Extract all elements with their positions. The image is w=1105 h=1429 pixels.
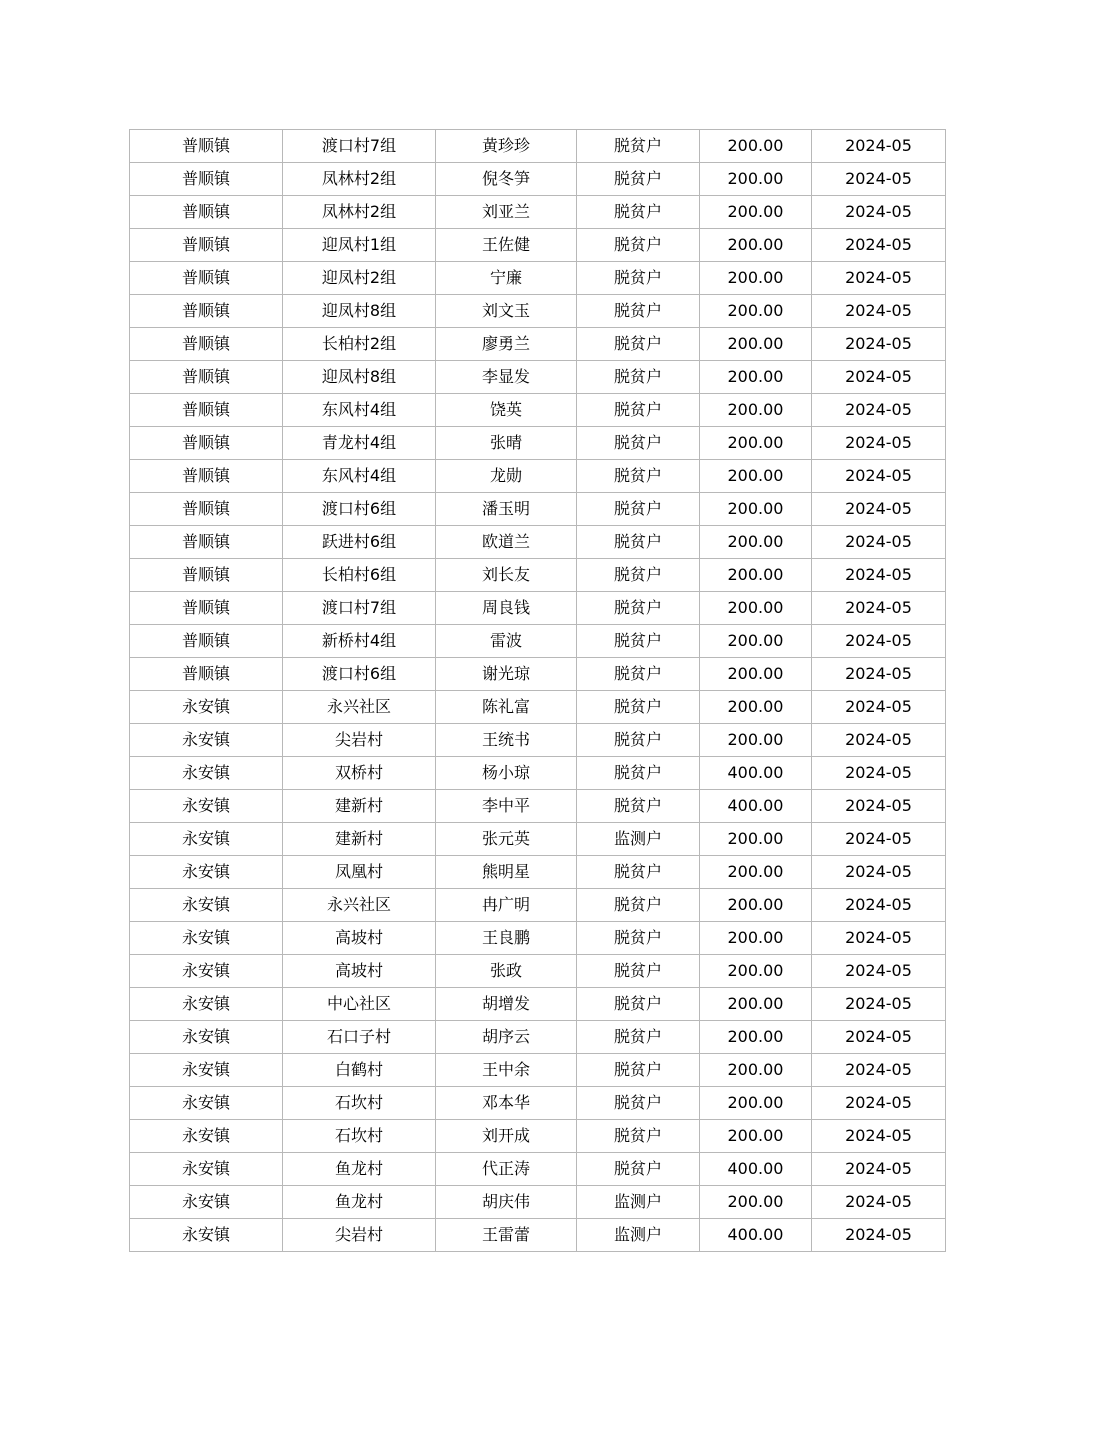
period-cell: 2024-05 — [812, 262, 946, 295]
town-cell: 永安镇 — [130, 790, 283, 823]
amount-cell: 200.00 — [700, 592, 812, 625]
period-cell: 2024-05 — [812, 295, 946, 328]
name-cell: 谢光琼 — [436, 658, 577, 691]
village-cell: 迎凤村2组 — [283, 262, 436, 295]
village-cell: 永兴社区 — [283, 889, 436, 922]
town-cell: 永安镇 — [130, 1219, 283, 1252]
name-cell: 张政 — [436, 955, 577, 988]
town-cell: 永安镇 — [130, 955, 283, 988]
village-cell: 新桥村4组 — [283, 625, 436, 658]
amount-cell: 400.00 — [700, 1219, 812, 1252]
period-cell: 2024-05 — [812, 988, 946, 1021]
town-cell: 普顺镇 — [130, 361, 283, 394]
name-cell: 邓本华 — [436, 1087, 577, 1120]
amount-cell: 200.00 — [700, 1120, 812, 1153]
village-cell: 高坡村 — [283, 922, 436, 955]
village-cell: 东风村4组 — [283, 460, 436, 493]
household-type-cell: 脱贫户 — [577, 592, 700, 625]
village-cell: 石口子村 — [283, 1021, 436, 1054]
period-cell: 2024-05 — [812, 163, 946, 196]
village-cell: 尖岩村 — [283, 1219, 436, 1252]
name-cell: 宁廉 — [436, 262, 577, 295]
period-cell: 2024-05 — [812, 130, 946, 163]
village-cell: 东风村4组 — [283, 394, 436, 427]
village-cell: 鱼龙村 — [283, 1153, 436, 1186]
table-row — [130, 394, 946, 427]
period-cell: 2024-05 — [812, 229, 946, 262]
household-type-cell: 脱贫户 — [577, 361, 700, 394]
amount-cell: 200.00 — [700, 1087, 812, 1120]
period-cell: 2024-05 — [812, 790, 946, 823]
town-cell: 普顺镇 — [130, 229, 283, 262]
town-cell: 普顺镇 — [130, 262, 283, 295]
amount-cell: 200.00 — [700, 559, 812, 592]
village-cell: 迎凤村8组 — [283, 361, 436, 394]
village-cell: 鱼龙村 — [283, 1186, 436, 1219]
amount-cell: 200.00 — [700, 823, 812, 856]
household-type-cell: 脱贫户 — [577, 757, 700, 790]
table-row — [130, 724, 946, 757]
town-cell: 普顺镇 — [130, 196, 283, 229]
town-cell: 普顺镇 — [130, 328, 283, 361]
village-cell: 中心社区 — [283, 988, 436, 1021]
amount-cell: 200.00 — [700, 229, 812, 262]
town-cell: 永安镇 — [130, 889, 283, 922]
period-cell: 2024-05 — [812, 823, 946, 856]
household-type-cell: 脱贫户 — [577, 130, 700, 163]
table-row — [130, 691, 946, 724]
household-type-cell: 脱贫户 — [577, 724, 700, 757]
village-cell: 长柏村6组 — [283, 559, 436, 592]
name-cell: 胡庆伟 — [436, 1186, 577, 1219]
period-cell: 2024-05 — [812, 856, 946, 889]
amount-cell: 200.00 — [700, 163, 812, 196]
table-row — [130, 559, 946, 592]
name-cell: 冉广明 — [436, 889, 577, 922]
town-cell: 普顺镇 — [130, 493, 283, 526]
town-cell: 永安镇 — [130, 1021, 283, 1054]
name-cell: 陈礼富 — [436, 691, 577, 724]
village-cell: 迎凤村1组 — [283, 229, 436, 262]
village-cell: 长柏村2组 — [283, 328, 436, 361]
table-row — [130, 262, 946, 295]
village-cell: 渡口村6组 — [283, 493, 436, 526]
village-cell: 渡口村7组 — [283, 592, 436, 625]
village-cell: 尖岩村 — [283, 724, 436, 757]
household-type-cell: 脱贫户 — [577, 1120, 700, 1153]
name-cell: 王佐健 — [436, 229, 577, 262]
amount-cell: 200.00 — [700, 130, 812, 163]
name-cell: 雷波 — [436, 625, 577, 658]
town-cell: 普顺镇 — [130, 394, 283, 427]
name-cell: 黄珍珍 — [436, 130, 577, 163]
amount-cell: 200.00 — [700, 955, 812, 988]
table-row — [130, 1153, 946, 1186]
household-type-cell: 脱贫户 — [577, 526, 700, 559]
amount-cell: 200.00 — [700, 361, 812, 394]
village-cell: 白鹤村 — [283, 1054, 436, 1087]
table-row — [130, 196, 946, 229]
name-cell: 李显发 — [436, 361, 577, 394]
amount-cell: 200.00 — [700, 427, 812, 460]
household-type-cell: 脱贫户 — [577, 328, 700, 361]
amount-cell: 200.00 — [700, 1054, 812, 1087]
village-cell: 双桥村 — [283, 757, 436, 790]
town-cell: 普顺镇 — [130, 427, 283, 460]
name-cell: 张晴 — [436, 427, 577, 460]
amount-cell: 200.00 — [700, 262, 812, 295]
table-row — [130, 361, 946, 394]
amount-cell: 200.00 — [700, 394, 812, 427]
period-cell: 2024-05 — [812, 196, 946, 229]
amount-cell: 400.00 — [700, 790, 812, 823]
amount-cell: 200.00 — [700, 922, 812, 955]
town-cell: 普顺镇 — [130, 163, 283, 196]
amount-cell: 200.00 — [700, 1021, 812, 1054]
town-cell: 永安镇 — [130, 1087, 283, 1120]
name-cell: 王雷蕾 — [436, 1219, 577, 1252]
table-row — [130, 163, 946, 196]
name-cell: 熊明星 — [436, 856, 577, 889]
name-cell: 龙勋 — [436, 460, 577, 493]
name-cell: 刘文玉 — [436, 295, 577, 328]
amount-cell: 200.00 — [700, 724, 812, 757]
period-cell: 2024-05 — [812, 1054, 946, 1087]
town-cell: 普顺镇 — [130, 460, 283, 493]
period-cell: 2024-05 — [812, 691, 946, 724]
period-cell: 2024-05 — [812, 658, 946, 691]
amount-cell: 200.00 — [700, 460, 812, 493]
period-cell: 2024-05 — [812, 724, 946, 757]
name-cell: 刘长友 — [436, 559, 577, 592]
name-cell: 倪冬笋 — [436, 163, 577, 196]
village-cell: 建新村 — [283, 823, 436, 856]
table-row — [130, 592, 946, 625]
household-type-cell: 脱贫户 — [577, 427, 700, 460]
period-cell: 2024-05 — [812, 757, 946, 790]
amount-cell: 200.00 — [700, 493, 812, 526]
table-row — [130, 625, 946, 658]
amount-cell: 200.00 — [700, 691, 812, 724]
town-cell: 永安镇 — [130, 823, 283, 856]
period-cell: 2024-05 — [812, 1186, 946, 1219]
table-row — [130, 922, 946, 955]
period-cell: 2024-05 — [812, 922, 946, 955]
name-cell: 胡序云 — [436, 1021, 577, 1054]
town-cell: 普顺镇 — [130, 130, 283, 163]
town-cell: 永安镇 — [130, 1186, 283, 1219]
table-row — [130, 1021, 946, 1054]
village-cell: 青龙村4组 — [283, 427, 436, 460]
household-type-cell: 监测户 — [577, 1219, 700, 1252]
town-cell: 永安镇 — [130, 922, 283, 955]
name-cell: 周良钱 — [436, 592, 577, 625]
table-row — [130, 823, 946, 856]
table-row — [130, 1186, 946, 1219]
period-cell: 2024-05 — [812, 361, 946, 394]
town-cell: 普顺镇 — [130, 592, 283, 625]
table-row — [130, 658, 946, 691]
amount-cell: 200.00 — [700, 526, 812, 559]
period-cell: 2024-05 — [812, 1219, 946, 1252]
household-type-cell: 脱贫户 — [577, 229, 700, 262]
name-cell: 王统书 — [436, 724, 577, 757]
name-cell: 刘亚兰 — [436, 196, 577, 229]
household-type-cell: 监测户 — [577, 823, 700, 856]
household-type-cell: 脱贫户 — [577, 196, 700, 229]
town-cell: 永安镇 — [130, 988, 283, 1021]
household-type-cell: 脱贫户 — [577, 1021, 700, 1054]
household-type-cell: 脱贫户 — [577, 1087, 700, 1120]
name-cell: 饶英 — [436, 394, 577, 427]
town-cell: 普顺镇 — [130, 526, 283, 559]
household-type-cell: 脱贫户 — [577, 988, 700, 1021]
amount-cell: 200.00 — [700, 856, 812, 889]
household-type-cell: 脱贫户 — [577, 658, 700, 691]
period-cell: 2024-05 — [812, 955, 946, 988]
household-type-cell: 脱贫户 — [577, 955, 700, 988]
period-cell: 2024-05 — [812, 394, 946, 427]
table-row — [130, 493, 946, 526]
name-cell: 李中平 — [436, 790, 577, 823]
period-cell: 2024-05 — [812, 1153, 946, 1186]
village-cell: 石坎村 — [283, 1120, 436, 1153]
name-cell: 刘开成 — [436, 1120, 577, 1153]
table-row — [130, 1087, 946, 1120]
village-cell: 凤林村2组 — [283, 196, 436, 229]
name-cell: 欧道兰 — [436, 526, 577, 559]
town-cell: 普顺镇 — [130, 658, 283, 691]
household-type-cell: 脱贫户 — [577, 922, 700, 955]
table-row — [130, 328, 946, 361]
name-cell: 王中余 — [436, 1054, 577, 1087]
amount-cell: 200.00 — [700, 658, 812, 691]
table-row — [130, 229, 946, 262]
village-cell: 迎凤村8组 — [283, 295, 436, 328]
table-row — [130, 295, 946, 328]
town-cell: 永安镇 — [130, 757, 283, 790]
amount-cell: 400.00 — [700, 1153, 812, 1186]
town-cell: 普顺镇 — [130, 559, 283, 592]
period-cell: 2024-05 — [812, 526, 946, 559]
subsidy-table — [129, 129, 946, 1252]
table-row — [130, 427, 946, 460]
village-cell: 高坡村 — [283, 955, 436, 988]
table-row — [130, 1054, 946, 1087]
amount-cell: 400.00 — [700, 757, 812, 790]
table-row — [130, 988, 946, 1021]
period-cell: 2024-05 — [812, 889, 946, 922]
household-type-cell: 脱贫户 — [577, 889, 700, 922]
name-cell: 张元英 — [436, 823, 577, 856]
village-cell: 渡口村7组 — [283, 130, 436, 163]
period-cell: 2024-05 — [812, 1087, 946, 1120]
household-type-cell: 脱贫户 — [577, 262, 700, 295]
table-row — [130, 856, 946, 889]
household-type-cell: 脱贫户 — [577, 1153, 700, 1186]
table-row — [130, 889, 946, 922]
amount-cell: 200.00 — [700, 295, 812, 328]
household-type-cell: 脱贫户 — [577, 460, 700, 493]
table-row — [130, 526, 946, 559]
household-type-cell: 脱贫户 — [577, 295, 700, 328]
village-cell: 永兴社区 — [283, 691, 436, 724]
household-type-cell: 监测户 — [577, 1186, 700, 1219]
name-cell: 胡增发 — [436, 988, 577, 1021]
table-row — [130, 460, 946, 493]
period-cell: 2024-05 — [812, 559, 946, 592]
household-type-cell: 脱贫户 — [577, 691, 700, 724]
name-cell: 杨小琼 — [436, 757, 577, 790]
household-type-cell: 脱贫户 — [577, 790, 700, 823]
village-cell: 石坎村 — [283, 1087, 436, 1120]
village-cell: 跃进村6组 — [283, 526, 436, 559]
amount-cell: 200.00 — [700, 889, 812, 922]
amount-cell: 200.00 — [700, 625, 812, 658]
town-cell: 永安镇 — [130, 1054, 283, 1087]
table-row — [130, 1120, 946, 1153]
village-cell: 凤凰村 — [283, 856, 436, 889]
household-type-cell: 脱贫户 — [577, 856, 700, 889]
household-type-cell: 脱贫户 — [577, 394, 700, 427]
amount-cell: 200.00 — [700, 1186, 812, 1219]
household-type-cell: 脱贫户 — [577, 493, 700, 526]
village-cell: 建新村 — [283, 790, 436, 823]
household-type-cell: 脱贫户 — [577, 1054, 700, 1087]
town-cell: 永安镇 — [130, 724, 283, 757]
amount-cell: 200.00 — [700, 196, 812, 229]
name-cell: 王良鹏 — [436, 922, 577, 955]
name-cell: 代正涛 — [436, 1153, 577, 1186]
period-cell: 2024-05 — [812, 625, 946, 658]
town-cell: 普顺镇 — [130, 295, 283, 328]
period-cell: 2024-05 — [812, 493, 946, 526]
household-type-cell: 脱贫户 — [577, 625, 700, 658]
town-cell: 永安镇 — [130, 1120, 283, 1153]
village-cell: 渡口村6组 — [283, 658, 436, 691]
period-cell: 2024-05 — [812, 1021, 946, 1054]
town-cell: 永安镇 — [130, 856, 283, 889]
period-cell: 2024-05 — [812, 427, 946, 460]
village-cell: 凤林村2组 — [283, 163, 436, 196]
amount-cell: 200.00 — [700, 328, 812, 361]
table-row — [130, 955, 946, 988]
amount-cell: 200.00 — [700, 988, 812, 1021]
period-cell: 2024-05 — [812, 460, 946, 493]
town-cell: 普顺镇 — [130, 625, 283, 658]
period-cell: 2024-05 — [812, 1120, 946, 1153]
name-cell: 潘玉明 — [436, 493, 577, 526]
town-cell: 永安镇 — [130, 1153, 283, 1186]
table-row — [130, 1219, 946, 1252]
period-cell: 2024-05 — [812, 328, 946, 361]
table-body — [130, 130, 946, 1252]
table-row — [130, 130, 946, 163]
name-cell: 廖勇兰 — [436, 328, 577, 361]
table-row — [130, 757, 946, 790]
household-type-cell: 脱贫户 — [577, 163, 700, 196]
table-row — [130, 790, 946, 823]
town-cell: 永安镇 — [130, 691, 283, 724]
household-type-cell: 脱贫户 — [577, 559, 700, 592]
period-cell: 2024-05 — [812, 592, 946, 625]
